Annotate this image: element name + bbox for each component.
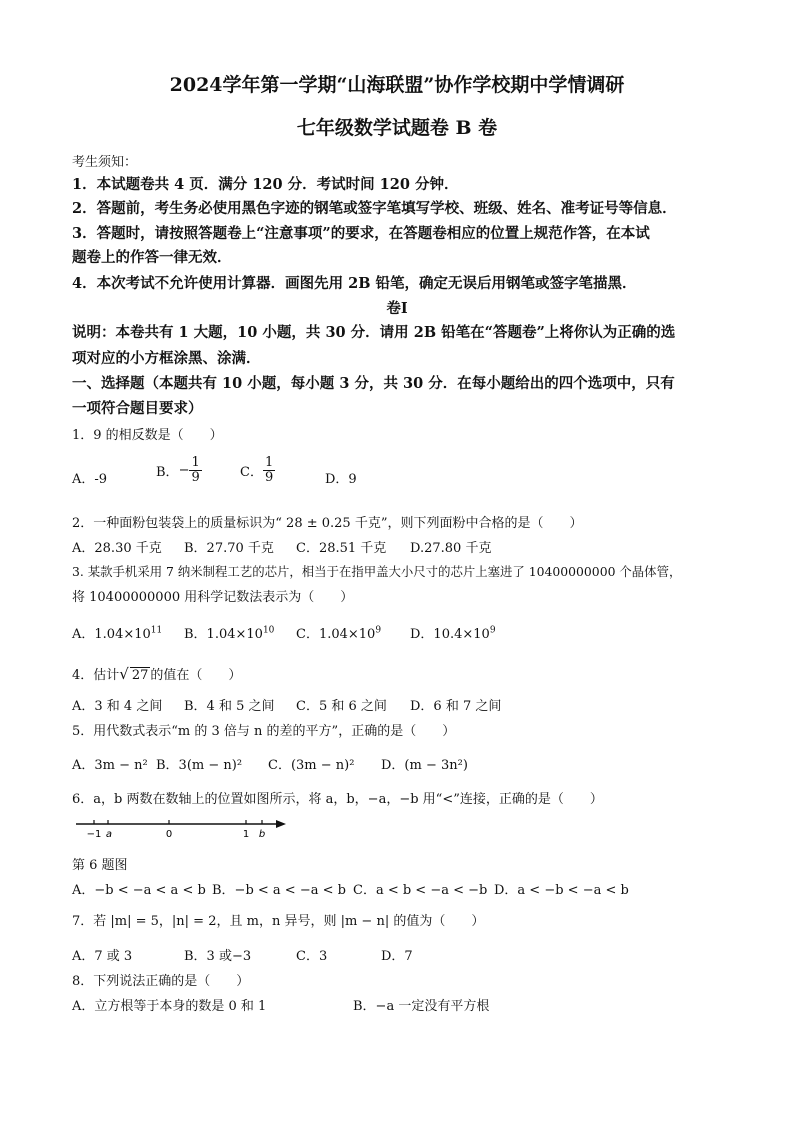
q3-option-a-base: A．1.04×10 bbox=[72, 627, 151, 642]
q1-stem: 1．9 的相反数是（ ） bbox=[72, 428, 223, 443]
q2-option-b: B．27.70 千克 bbox=[184, 541, 274, 556]
q1-option-b-numerator: 1 bbox=[191, 455, 200, 470]
q4-radicand: 27 bbox=[131, 668, 149, 683]
q6-caption: 第 6 题图 bbox=[72, 858, 128, 873]
q1-option-c-fraction bbox=[263, 456, 275, 485]
q1-option-c-denominator: 9 bbox=[264, 470, 274, 485]
q7-option-b: B．3 或−3 bbox=[184, 949, 252, 964]
number-line-figure bbox=[72, 812, 292, 842]
part1-heading-2: 一项符合题目要求） bbox=[72, 400, 203, 417]
q7-stem: 7．若 |m| = 5，|n| = 2，且 m，n 异号，则 |m − n| 的值为（ ） bbox=[72, 914, 485, 929]
q4-option-b: B．4 和 5 之间 bbox=[184, 699, 275, 714]
q4-option-c: C．5 和 6 之间 bbox=[296, 699, 387, 714]
q3-option-b bbox=[184, 623, 274, 642]
q1-option-b-denominator: 9 bbox=[191, 470, 200, 485]
q2-option-a: A．28.30 千克 bbox=[72, 541, 162, 556]
q5-stem: 5．用代数式表示“m 的 3 倍与 n 的差的平方”，正确的是（ ） bbox=[72, 724, 456, 739]
q4-option-a: A．3 和 4 之间 bbox=[72, 699, 163, 714]
q1-option-b bbox=[156, 456, 202, 485]
q4-option-d: D．6 和 7 之间 bbox=[410, 699, 502, 714]
notice-heading: 考生须知： bbox=[72, 155, 138, 170]
q7-option-c: C．3 bbox=[296, 949, 328, 964]
q3-option-c-base: C．1.04×10 bbox=[296, 627, 376, 642]
notice-item-3-cont: 题卷上的作答一律无效． bbox=[72, 249, 232, 266]
q3-option-d-base: D．10.4×10 bbox=[410, 627, 490, 642]
q3-option-c-exponent: 9 bbox=[375, 625, 382, 636]
volume-label: 卷Ⅰ bbox=[386, 300, 408, 317]
q6-option-a: A．−b < −a < a < b bbox=[72, 883, 206, 898]
q3-option-d bbox=[410, 623, 496, 642]
q4-stem bbox=[72, 664, 241, 683]
q7-option-d: D．7 bbox=[381, 949, 413, 964]
label-zero: 0 bbox=[165, 829, 173, 840]
exam-title: 2024学年第一学期“山海联盟”协作学校期中学情调研 bbox=[169, 74, 625, 96]
section-desc-2: 项对应的小方框涂黑、涂满． bbox=[72, 350, 261, 367]
label-a: a bbox=[105, 829, 113, 840]
section-desc-1: 说明：本卷共有 1 大题，10 小题，共 30 分．请用 2B 铅笔在“答题卷”上将你认为正确的选 bbox=[72, 324, 676, 341]
notice-item-1: 1．本试题卷共 4 页．满分 120 分．考试时间 120 分钟． bbox=[72, 176, 459, 193]
exam-subtitle: 七年级数学试题卷 B 卷 bbox=[296, 117, 498, 139]
q3-stem-1: 3. 某款手机采用 7 纳米制程工艺的芯片，相当于在指甲盖大小尺寸的芯片上塞进了 10400000000 个晶体管， bbox=[72, 564, 682, 579]
part1-heading-1: 一、选择题（本题共有 10 小题，每小题 3 分，共 30 分．在每小题给出的四个选项中，只有 bbox=[72, 375, 675, 392]
q4-stem-post: 的值在（ ） bbox=[150, 668, 242, 683]
q4-stem-pre: 4．估计 bbox=[72, 668, 120, 683]
q6-option-b: B．−b < a < −a < b bbox=[212, 883, 346, 898]
arrow-icon bbox=[276, 820, 286, 828]
q3-option-a-exponent: 11 bbox=[150, 625, 163, 636]
q8-stem: 8．下列说法正确的是（ ） bbox=[72, 974, 250, 989]
q5-option-c: C．(3m − n)² bbox=[268, 758, 355, 773]
q8-option-b: B．−a 一定没有平方根 bbox=[353, 999, 490, 1014]
q2-option-c: C．28.51 千克 bbox=[296, 541, 387, 556]
label-b: b bbox=[258, 829, 266, 840]
q5-option-b: B．3(m − n)² bbox=[156, 758, 243, 773]
q1-option-c-label: C． bbox=[240, 465, 263, 480]
q7-option-a: A．7 或 3 bbox=[72, 949, 133, 964]
q2-option-d: D.27.80 千克 bbox=[410, 541, 492, 556]
q3-stem-2: 将 10400000000 用科学记数法表示为（ ） bbox=[72, 590, 354, 605]
label-one: 1 bbox=[242, 829, 250, 840]
q5-option-d: D．(m − 3n²) bbox=[381, 758, 468, 773]
label-minus-one: −1 bbox=[86, 829, 102, 840]
q3-option-c bbox=[296, 623, 381, 642]
q1-option-b-fraction bbox=[189, 456, 201, 485]
q3-option-d-exponent: 9 bbox=[489, 625, 496, 636]
q8-option-a: A．立方根等于本身的数是 0 和 1 bbox=[72, 999, 267, 1014]
q1-option-b-sign: − bbox=[178, 463, 190, 478]
q3-option-b-base: B．1.04×10 bbox=[184, 627, 263, 642]
q6-option-d: D．a < −b < −a < b bbox=[494, 883, 629, 898]
q3-option-a bbox=[72, 623, 162, 642]
notice-item-2: 2．答题前，考生务必使用黑色字迹的钢笔或签字笔填写学校、班级、姓名、准考证号等信息． bbox=[72, 200, 677, 217]
q5-option-a: A．3m − n² bbox=[72, 758, 148, 773]
notice-item-3: 3．答题时，请按照答题卷上“注意事项”的要求，在答题卷相应的位置上规范作答，在本试 bbox=[72, 225, 650, 242]
notice-item-4: 4．本次考试不允许使用计算器．画图先用 2B 铅笔，确定无误后用钢笔或签字笔描黑． bbox=[72, 275, 637, 292]
q1-option-b-label: B． bbox=[156, 465, 179, 480]
q6-option-c: C．a < b < −a < −b bbox=[353, 883, 488, 898]
q1-option-d: D．9 bbox=[325, 472, 357, 487]
q1-option-c-numerator: 1 bbox=[264, 455, 274, 470]
radical-sign-icon: √ bbox=[119, 665, 129, 683]
q1-option-c bbox=[240, 456, 275, 485]
q6-stem: 6．a，b 两数在数轴上的位置如图所示，将 a，b，−a，−b 用“<”连接，正确的是（ ） bbox=[72, 792, 603, 807]
q1-option-a: A．-9 bbox=[72, 472, 108, 487]
q3-option-b-exponent: 10 bbox=[262, 625, 275, 636]
q2-stem: 2．一种面粉包装袋上的质量标识为“ 28 ± 0.25 千克”，则下列面粉中合格的是（ ） bbox=[72, 516, 583, 531]
